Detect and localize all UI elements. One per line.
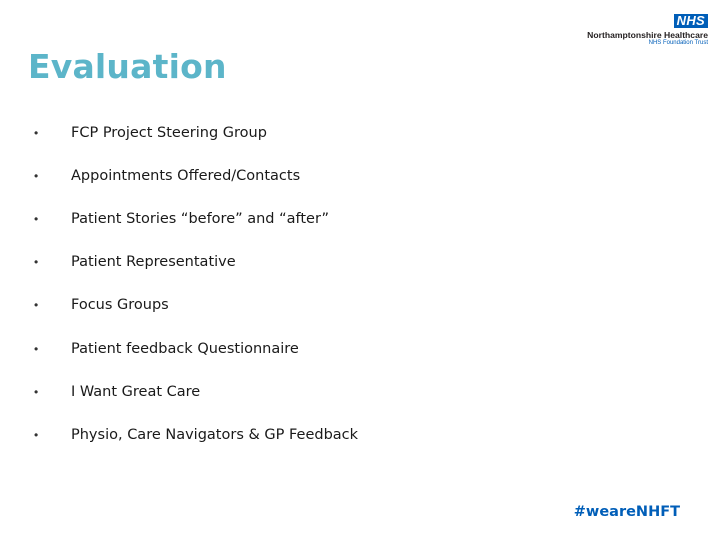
slide-title: Evaluation xyxy=(28,47,227,86)
organisation-name: Northamptonshire Healthcare xyxy=(587,30,708,40)
bullet-item xyxy=(0,207,600,231)
bullet-text: Patient Representative xyxy=(71,254,236,270)
hashtag-footer: #weareNHFT xyxy=(573,504,680,520)
bullet-marker: • xyxy=(34,428,39,442)
bullet-item xyxy=(0,337,600,361)
bullet-text: FCP Project Steering Group xyxy=(71,125,267,141)
bullet-item xyxy=(0,121,600,145)
bullet-text: I Want Great Care xyxy=(71,384,201,400)
bullet-item xyxy=(0,250,600,274)
bullet-text: Physio, Care Navigators & GP Feedback xyxy=(71,427,359,443)
bullet-marker: • xyxy=(34,342,39,356)
bullet-text: Focus Groups xyxy=(71,297,169,313)
bullet-item xyxy=(0,380,600,404)
nhs-logo-mark: NHS xyxy=(674,14,708,28)
nhs-logo xyxy=(578,14,708,48)
trust-type: NHS Foundation Trust xyxy=(648,40,708,46)
bullet-marker: • xyxy=(34,298,39,312)
bullet-marker: • xyxy=(34,126,39,140)
bullet-text: Appointments Offered/Contacts xyxy=(71,168,301,184)
bullet-text: Patient feedback Questionnaire xyxy=(71,341,299,357)
bullet-marker: • xyxy=(34,255,39,269)
bullet-marker: • xyxy=(34,169,39,183)
bullet-marker: • xyxy=(34,212,39,226)
bullet-marker: • xyxy=(34,385,39,399)
bullet-item xyxy=(0,164,600,188)
bullet-text: Patient Stories “before” and “after” xyxy=(71,211,330,227)
bullet-item xyxy=(0,293,600,317)
bullet-item xyxy=(0,423,600,447)
